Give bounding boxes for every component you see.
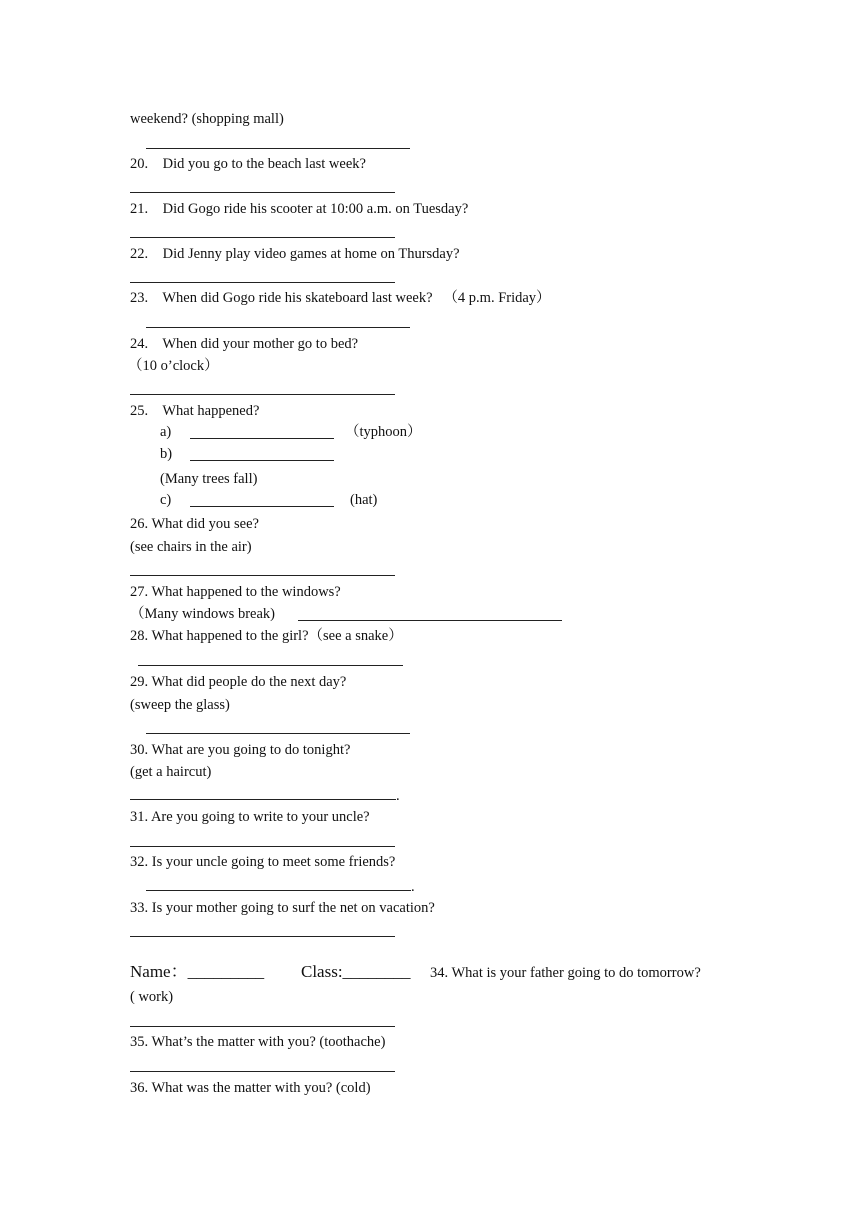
answer-line-21[interactable]	[130, 237, 395, 238]
hint-26: (see chairs in the air)	[130, 539, 252, 555]
question-27: 27. What happened to the windows?	[130, 584, 341, 600]
question-24: 24. When did your mother go to bed?	[130, 336, 359, 352]
question-28: 28. What happened to the girl?（see a snake）	[130, 628, 403, 644]
question-31: 31. Are you going to write to your uncle?	[130, 809, 370, 825]
question-33: 33. Is your mother going to surf the net on vacation?	[130, 900, 435, 916]
option-a-label: a)	[160, 424, 172, 440]
option-b-label: b)	[160, 446, 173, 462]
question-22: 22. Did Jenny play video games at home on Thursday?	[130, 246, 460, 262]
question-34: 34. What is your father going to do tomorrow?	[430, 965, 701, 981]
answer-line-25a[interactable]	[190, 438, 334, 439]
hint-24: （10 o’clock）	[128, 358, 219, 374]
hint-34: ( work)	[130, 989, 174, 1005]
answer-line-19[interactable]	[146, 148, 410, 149]
question-20: 20. Did you go to the beach last week?	[130, 156, 366, 172]
hint-25a: （typhoon）	[345, 424, 422, 440]
answer-line-22[interactable]	[130, 282, 395, 283]
option-c-label: c)	[160, 492, 172, 508]
question-21: 21. Did Gogo ride his scooter at 10:00 a.m. on Tuesday?	[130, 201, 469, 217]
class-field[interactable]: Class:________	[301, 962, 411, 981]
answer-line-32[interactable]	[146, 890, 411, 891]
question-30: 30. What are you going to do tonight?	[130, 742, 351, 758]
answer-line-33[interactable]	[130, 936, 395, 937]
question-36: 36. What was the matter with you? (cold)	[130, 1080, 371, 1096]
hint-30: (get a haircut)	[130, 764, 212, 780]
question-26: 26. What did you see?	[130, 516, 259, 532]
period-32: .	[411, 879, 415, 895]
answer-line-29[interactable]	[146, 733, 410, 734]
question-25: 25. What happened?	[130, 403, 260, 419]
question-35: 35. What’s the matter with you? (toothache)	[130, 1034, 386, 1050]
answer-line-28[interactable]	[138, 665, 403, 666]
q19-continuation: weekend? (shopping mall)	[130, 111, 284, 127]
answer-line-25c[interactable]	[190, 506, 334, 507]
period-30: .	[396, 788, 400, 804]
answer-line-34[interactable]	[130, 1026, 395, 1027]
answer-line-23[interactable]	[146, 327, 410, 328]
answer-line-25b[interactable]	[190, 460, 334, 461]
question-23: 23. When did Gogo ride his skateboard last week? （4 p.m. Friday）	[130, 290, 551, 306]
answer-line-27[interactable]	[298, 620, 562, 621]
answer-line-31[interactable]	[130, 846, 395, 847]
hint-29: (sweep the glass)	[130, 697, 230, 713]
hint-27: （Many windows break)	[130, 606, 275, 622]
hint-25c: (hat)	[350, 492, 378, 508]
answer-line-35[interactable]	[130, 1071, 395, 1072]
hint-25b: (Many trees fall)	[160, 471, 258, 487]
question-32: 32. Is your uncle going to meet some friends?	[130, 854, 396, 870]
answer-line-30[interactable]	[130, 799, 396, 800]
answer-line-24[interactable]	[130, 394, 395, 395]
question-29: 29. What did people do the next day?	[130, 674, 347, 690]
answer-line-26[interactable]	[130, 575, 395, 576]
name-field[interactable]: Name：_________	[130, 962, 265, 981]
answer-line-20[interactable]	[130, 192, 395, 193]
